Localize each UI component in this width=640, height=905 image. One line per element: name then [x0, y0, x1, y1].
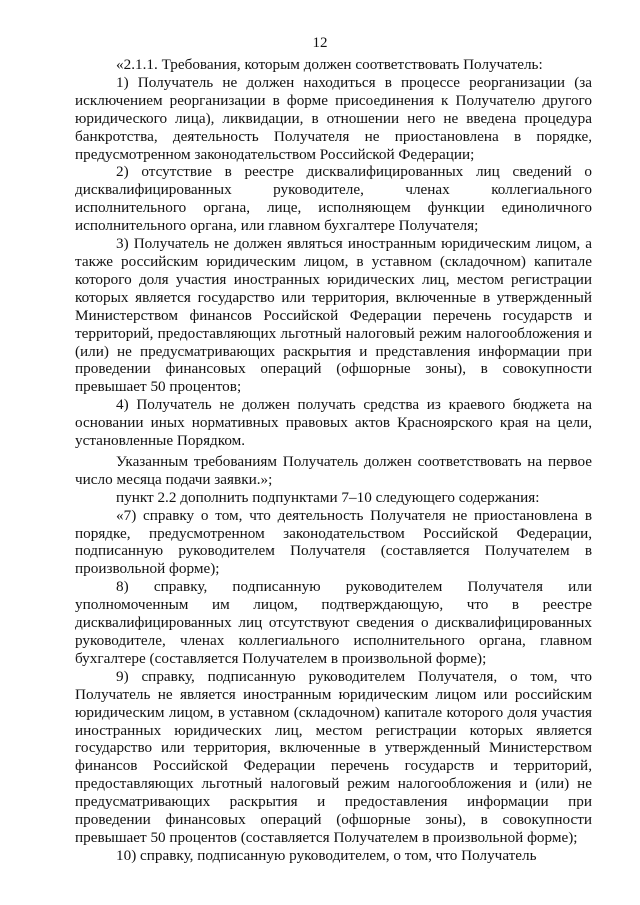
- paragraph-requirement-3: 3) Получатель не должен являться иностранным юридическим лицом, а также российским юридическим лицом, в уставном (складочном) капитале которого доля участия иностранных юридических лиц, местом регистрации которых является государство или территория, включенные в утвержденный Министерством финансов Российской Федерации перечень государств и территорий, предоставляющих льготный налоговый режим налогообложения и (или) не предусматривающих раскрытия и представления информации при проведении финансовых операций (офшорные зоны), в совокупности превышает 50 процентов;: [75, 235, 592, 396]
- paragraph-subclause-7: «7) справку о том, что деятельность Получателя не приостановлена в порядке, предусмотренном законодательством Российской Федерации, подписанную руководителем Получателя (составляется Получателем в произвольной форме);: [75, 506, 592, 578]
- paragraph-requirement-2: 2) отсутствие в реестре дисквалифицированных лиц сведений о дисквалифицированных руководителе, членах коллегиального исполнительного органа, лице, исполняющем функции единоличного исполнительного органа, или главном бухгалтере Получателя;: [75, 163, 592, 235]
- paragraph-subclause-8: 8) справку, подписанную руководителем Получателя или уполномоченным им лицом, подтверждающую, что в реестре дисквалифицированных лиц отсутствуют сведения о дисквалифицированных руководителе, членах коллегиального исполнительного органа, главном бухгалтере (составляется Получателем в произвольной форме);: [75, 578, 592, 667]
- paragraph-amendment-intro: пункт 2.2 дополнить подпунктами 7–10 следующего содержания:: [116, 488, 540, 506]
- paragraph-requirement-4: 4) Получатель не должен получать средства из краевого бюджета на основании иных нормативных правовых актов Красноярского края на цели, установленные Порядком.: [75, 396, 592, 450]
- paragraph-subclause-9: 9) справку, подписанную руководителем Получателя, о том, что Получатель не является иностранным юридическим лицом или российским юридическим лицом, в уставном (складочном) капитале которого доля участия иностранных юридических лиц, местом регистрации которых является государство или территория, включенные в утвержденный Министерством финансов Российской Федерации перечень государств и территорий, предоставляющих льготный налоговый режим налогообложения и (или) не предусматривающих раскрытия и предоставления информации при проведении финансовых операций (офшорные зоны), в совокупности превышает 50 процентов (составляется Получателем в произвольной форме);: [75, 667, 592, 846]
- paragraph-requirements-date: Указанным требованиям Получатель должен соответствовать на первое число месяца подачи заявки.»;: [75, 452, 592, 488]
- paragraph-subclause-10: 10) справку, подписанную руководителем, о том, что Получатель: [116, 846, 537, 864]
- paragraph-requirement-1: 1) Получатель не должен находиться в процессе реорганизации (за исключением реорганизации в форме присоединения к Получателю другого юридического лица), ликвидации, в отношении него не введена процедура банкротства, деятельность Получателя не приостановлена в порядке, предусмотренном законодательством Российской Федерации;: [75, 73, 592, 163]
- paragraph-section-heading: «2.1.1. Требования, которым должен соответствовать Получатель:: [116, 56, 543, 73]
- page-number: 12: [312, 35, 328, 51]
- document-body: [75, 56, 592, 865]
